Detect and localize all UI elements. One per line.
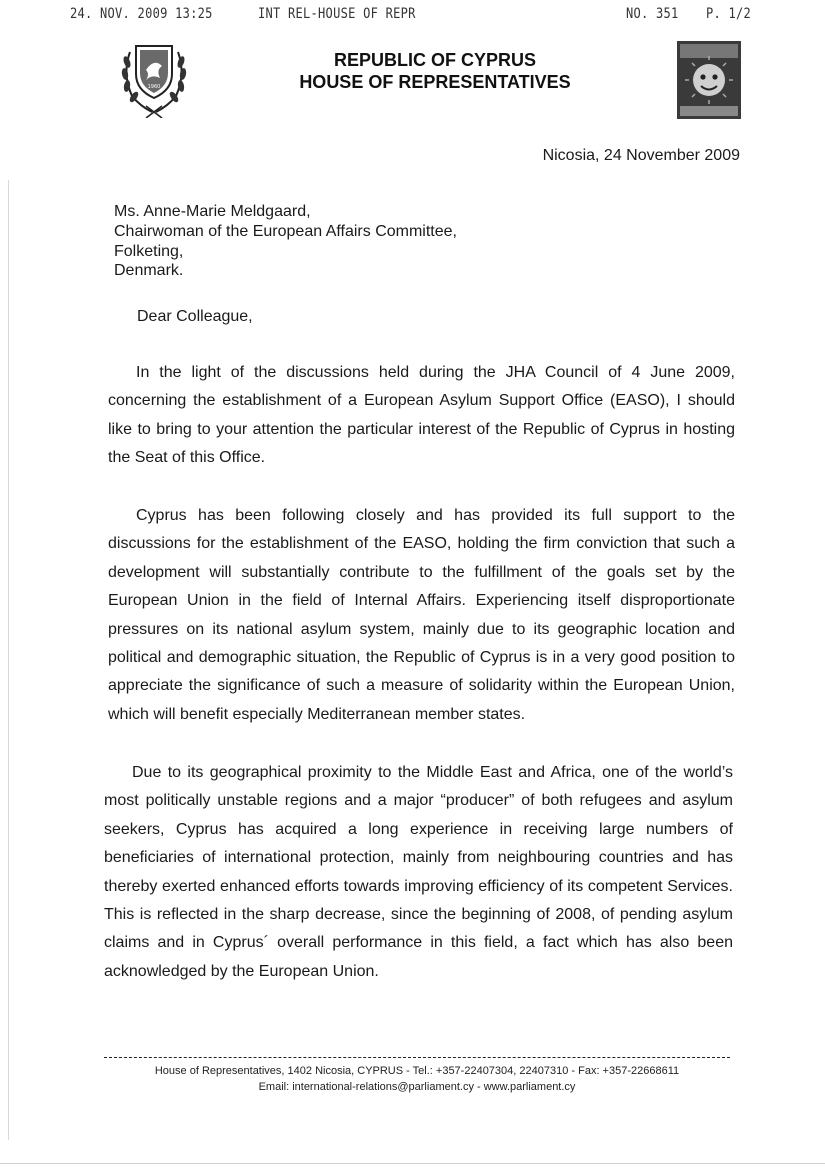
letterhead-line-2: HOUSE OF REPRESENTATIVES	[299, 72, 571, 92]
date-line: Nicosia, 24 November 2009	[542, 147, 740, 164]
body-paragraph-3: Due to its geographical proximity to the Middle East and Africa, one of the world’s most politically unstable regions and a major “producer” of both refugees and asylum seekers, Cyprus has acquired a long experience in receiving large numbers of beneficiaries of international protection, mainly from neighbouring countries and has thereby exerted enhanced efforts towards improving efficiency of its competent Services. This is reflected in the sharp decrease, since the beginning of 2008, of pending asylum claims and in Cyprus´ overall performance in this field, a fact which has also been acknowledged by the European Union.	[104, 764, 733, 980]
footer-contact: Email: international-relations@parliament.cy - www.parliament.cy	[258, 1081, 576, 1093]
footer-address: House of Representatives, 1402 Nicosia, CYPRUS - Tel.: +357-22407304, 22407310 - Fax: +357-22668611	[154, 1065, 680, 1077]
body-paragraph-2: Cyprus has been following closely and has provided its full support to the discussions for the establishment of the EASO, holding the firm conviction that such a development will substantially contribute to the fulfillment of the goals set by the European Union in the field of Internal Affairs. Experiencing itself disproportionate pressures on its national asylum system, mainly due to its geographic location and political and demographic situation, the Republic of Cyprus is in a very good position to appreciate the significance of such a measure of solidarity within the European Union, which will benefit especially Mediterranean member states.	[108, 507, 735, 723]
fax-page: P. 1/2	[706, 6, 752, 22]
body-paragraph-1: In the light of the discussions held during the JHA Council of 4 June 2009, concerning the establishment of a European Asylum Support Office (EASO), I should like to bring to your attention the particular interest of the Republic of Cyprus in hosting the Seat of this Office.	[108, 364, 735, 467]
recipient-name: Ms. Anne-Marie Meldgaard,	[114, 203, 311, 220]
recipient-institution: Folketing,	[114, 243, 184, 260]
salutation: Dear Colleague,	[137, 308, 253, 325]
fax-sender: INT REL-HOUSE OF REPR	[258, 6, 416, 22]
svg-text:1960: 1960	[147, 84, 161, 90]
fax-number: NO. 351	[626, 6, 679, 22]
fax-datetime: 24. NOV. 2009 13:25	[70, 6, 213, 22]
letterhead-line-1: REPUBLIC OF CYPRUS	[333, 50, 537, 70]
footer-divider	[104, 1057, 730, 1059]
recipient-title: Chairwoman of the European Affairs Committee,	[114, 223, 457, 240]
recipient-country: Denmark.	[114, 262, 184, 279]
parliament-seal-icon	[676, 40, 742, 120]
cyprus-coat-of-arms-icon	[116, 40, 192, 118]
page-bottom-edge	[0, 1163, 825, 1164]
page-left-edge	[8, 180, 9, 1140]
